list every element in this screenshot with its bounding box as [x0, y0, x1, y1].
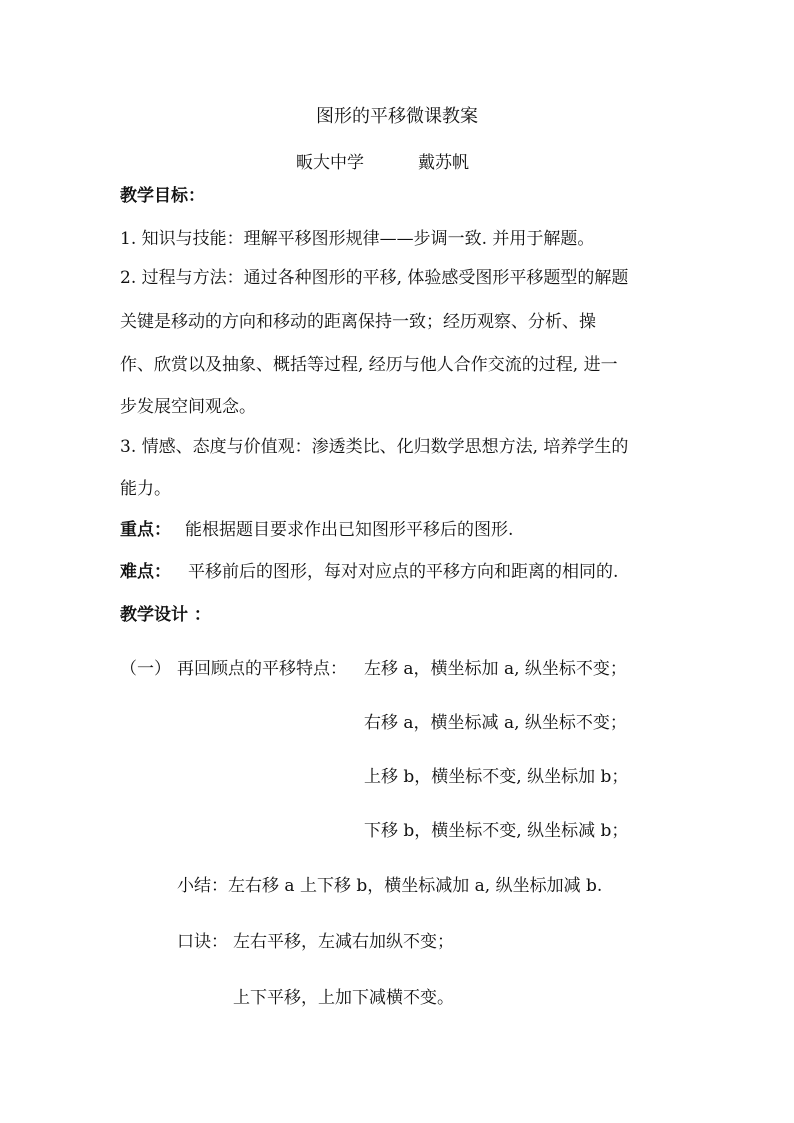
translation-rule: 左移 a，横坐标加 a, 纵坐标不变；: [364, 659, 627, 679]
objective-knowledge: 1. 知识与技能：理解平移图形规律——步调一致. 并用于解题。: [120, 229, 595, 249]
section-number: （一）: [120, 659, 171, 679]
key-point-label: 重点：: [120, 520, 171, 540]
objective-process-line: 步发展空间观念。: [120, 397, 256, 417]
mnemonic-label: 口诀：: [177, 932, 228, 952]
objective-emotion-line: 能力。: [120, 479, 171, 499]
section-intro: 再回顾点的平移特点：: [177, 659, 347, 679]
objectives-heading: 教学目标：: [120, 186, 205, 206]
page-title: 图形的平移微课教案: [316, 106, 478, 127]
mnemonic-line: 上下平移，上加下减横不变。: [233, 988, 454, 1008]
author-name: 戴苏帆: [418, 153, 469, 173]
summary: 小结：左右移 a 上下移 b，横坐标减加 a, 纵坐标加减 b.: [177, 876, 603, 896]
mnemonic-line: 左右平移，左减右加纵不变；: [233, 932, 454, 952]
author-school: 畈大中学: [296, 153, 364, 173]
objective-process-line: 关键是移动的方向和移动的距离保持一致；经历观察、分析、操: [120, 312, 596, 332]
translation-rule: 右移 a，横坐标减 a, 纵坐标不变；: [364, 713, 627, 733]
translation-rule: 上移 b，横坐标不变, 纵坐标加 b；: [364, 767, 629, 787]
objective-emotion-line: 3. 情感、态度与价值观：渗透类比、化归数学思想方法, 培养学生的: [120, 437, 629, 457]
design-heading: 教学设计 ：: [120, 605, 211, 625]
difficulty-label: 难点：: [120, 562, 171, 582]
translation-rule: 下移 b，横坐标不变, 纵坐标减 b；: [364, 821, 629, 841]
difficulty-text: 平移前后的图形，每对对应点的平移方向和距离的相同的.: [188, 562, 619, 582]
objective-process-line: 2. 过程与方法：通过各种图形的平移, 体验感受图形平移题型的解题: [120, 268, 629, 288]
key-point-text: 能根据题目要求作出已知图形平移后的图形.: [185, 520, 514, 540]
objective-process-line: 作、欣赏以及抽象、概括等过程, 经历与他人合作交流的过程, 进一: [120, 355, 618, 375]
